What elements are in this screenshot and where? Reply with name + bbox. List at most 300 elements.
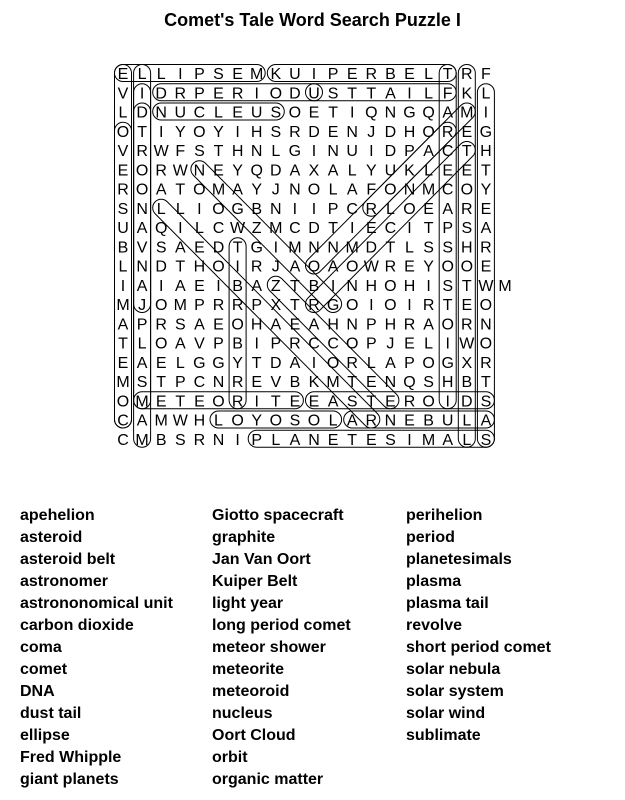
grid-letter[interactable]: H — [231, 143, 244, 160]
grid-letter[interactable]: Q — [250, 162, 263, 180]
grid-letter[interactable]: O — [193, 181, 206, 199]
grid-letter[interactable]: L — [366, 354, 376, 372]
grid-letter[interactable]: C — [327, 335, 339, 353]
grid-letter[interactable]: M — [135, 393, 149, 411]
grid-letter[interactable]: Z — [270, 277, 281, 295]
grid-letter[interactable]: O — [288, 104, 302, 122]
grid-letter[interactable]: Q — [422, 104, 435, 122]
grid-letter[interactable]: M — [173, 297, 187, 314]
grid-letter[interactable]: N — [289, 181, 301, 199]
grid-letter[interactable]: S — [289, 412, 301, 430]
grid-letter[interactable]: R — [155, 162, 167, 180]
grid-letter[interactable]: N — [403, 181, 416, 199]
grid-letter[interactable]: M — [421, 181, 436, 199]
grid-letter[interactable]: E — [289, 316, 301, 334]
grid-letter[interactable]: N — [250, 143, 263, 160]
grid-letter[interactable]: O — [460, 181, 474, 199]
grid-letter[interactable]: Y — [232, 354, 243, 372]
grid-letter[interactable]: H — [327, 316, 339, 334]
grid-letter[interactable]: E — [308, 393, 320, 411]
grid-letter[interactable]: O — [345, 297, 359, 314]
grid-letter[interactable]: E — [117, 162, 129, 180]
grid-letter[interactable]: H — [193, 412, 206, 430]
grid-letter[interactable]: L — [271, 431, 281, 449]
grid-letter[interactable]: C — [212, 220, 225, 237]
grid-letter[interactable]: O — [403, 200, 416, 218]
grid-letter[interactable]: O — [460, 258, 474, 276]
grid-letter[interactable]: G — [479, 123, 493, 141]
grid-letter[interactable]: Y — [365, 162, 377, 180]
grid-letter[interactable]: E — [346, 66, 358, 83]
grid-letter[interactable]: I — [311, 143, 317, 160]
grid-letter[interactable]: R — [422, 297, 435, 314]
grid-letter[interactable]: D — [270, 354, 282, 372]
grid-letter[interactable]: Y — [251, 412, 263, 430]
grid-letter[interactable]: W — [172, 162, 188, 180]
grid-letter[interactable]: I — [483, 104, 489, 122]
grid-letter[interactable]: O — [154, 297, 168, 314]
grid-letter[interactable]: T — [156, 374, 167, 391]
grid-letter[interactable]: I — [349, 104, 355, 122]
grid-letter[interactable]: E — [461, 297, 473, 314]
grid-letter[interactable]: H — [250, 316, 263, 334]
grid-letter[interactable]: C — [117, 431, 129, 449]
grid-letter[interactable]: L — [175, 200, 185, 218]
grid-letter[interactable]: Z — [251, 220, 262, 237]
grid-letter[interactable]: N — [346, 277, 358, 295]
grid-letter[interactable]: E — [213, 162, 224, 180]
grid-letter[interactable]: A — [480, 220, 492, 237]
grid-letter[interactable]: B — [155, 431, 167, 449]
grid-letter[interactable]: A — [289, 431, 301, 449]
grid-letter[interactable]: A — [136, 220, 148, 237]
grid-letter[interactable]: T — [118, 335, 128, 353]
grid-letter[interactable]: D — [384, 123, 397, 141]
grid-letter[interactable]: K — [270, 66, 282, 83]
grid-letter[interactable]: M — [250, 66, 264, 83]
grid-letter[interactable]: N — [346, 316, 358, 334]
grid-letter[interactable]: T — [175, 258, 186, 276]
grid-letter[interactable]: N — [327, 239, 339, 257]
grid-letter[interactable]: R — [231, 393, 244, 411]
grid-letter[interactable]: S — [442, 239, 454, 257]
grid-letter[interactable]: M — [288, 239, 302, 257]
grid-letter[interactable]: J — [138, 297, 147, 314]
grid-letter[interactable]: E — [365, 220, 377, 237]
grid-letter[interactable]: O — [116, 393, 130, 411]
grid-letter[interactable]: J — [386, 335, 395, 353]
grid-letter[interactable]: F — [442, 85, 453, 103]
grid-letter[interactable]: N — [193, 162, 206, 180]
grid-letter[interactable]: I — [158, 277, 164, 295]
grid-letter[interactable]: E — [194, 393, 205, 411]
grid-letter[interactable]: E — [461, 162, 473, 180]
grid-letter[interactable]: E — [232, 66, 243, 83]
grid-letter[interactable]: E — [461, 123, 473, 141]
grid-letter[interactable]: I — [254, 85, 259, 103]
grid-letter[interactable]: N — [346, 123, 358, 141]
grid-letter[interactable]: O — [384, 297, 397, 314]
grid-letter[interactable]: I — [311, 200, 317, 218]
grid-letter[interactable]: T — [347, 85, 358, 103]
grid-letter[interactable]: L — [328, 412, 338, 430]
grid-letter[interactable]: C — [193, 374, 206, 391]
grid-letter[interactable]: O — [135, 162, 149, 180]
grid-letter[interactable]: O — [479, 335, 493, 353]
grid-letter[interactable]: A — [289, 258, 301, 276]
grid-letter[interactable]: F — [175, 143, 186, 160]
grid-letter[interactable]: L — [214, 104, 223, 122]
grid-letter[interactable]: O — [422, 393, 435, 411]
grid-letter[interactable]: E — [155, 393, 167, 411]
grid-letter[interactable]: I — [292, 200, 298, 218]
grid-letter[interactable]: R — [441, 123, 454, 141]
grid-letter[interactable]: N — [155, 104, 167, 122]
grid-letter[interactable]: P — [194, 85, 205, 103]
grid-letter[interactable]: R — [480, 239, 492, 257]
grid-letter[interactable]: R — [231, 297, 244, 314]
grid-letter[interactable]: H — [365, 277, 378, 295]
grid-letter[interactable]: A — [289, 162, 301, 180]
grid-letter[interactable]: U — [289, 66, 301, 83]
grid-letter[interactable]: G — [231, 200, 244, 218]
grid-letter[interactable]: X — [270, 297, 282, 314]
grid-letter[interactable]: E — [289, 393, 301, 411]
grid-letter[interactable]: L — [462, 412, 472, 430]
grid-letter[interactable]: U — [384, 162, 397, 180]
grid-letter[interactable]: A — [174, 335, 186, 353]
grid-letter[interactable]: E — [117, 66, 129, 83]
grid-letter[interactable]: D — [212, 239, 225, 257]
grid-letter[interactable]: S — [442, 277, 454, 295]
grid-letter[interactable]: Y — [251, 181, 263, 199]
grid-letter[interactable]: I — [273, 239, 279, 257]
grid-letter[interactable]: W — [478, 277, 494, 295]
grid-letter[interactable]: L — [328, 181, 338, 199]
grid-letter[interactable]: N — [384, 104, 397, 122]
grid-letter[interactable]: R — [212, 297, 225, 314]
grid-letter[interactable]: T — [270, 393, 281, 411]
grid-letter[interactable]: E — [117, 354, 129, 372]
grid-letter[interactable]: O — [307, 258, 321, 276]
grid-letter[interactable]: R — [117, 181, 129, 199]
grid-letter[interactable]: T — [137, 123, 147, 141]
grid-letter[interactable]: N — [270, 200, 282, 218]
grid-letter[interactable]: T — [347, 374, 358, 391]
grid-letter[interactable]: E — [155, 354, 167, 372]
grid-letter[interactable]: Y — [232, 162, 243, 180]
grid-letter[interactable]: R — [174, 85, 187, 103]
grid-letter[interactable]: X — [461, 354, 473, 372]
grid-letter[interactable]: N — [480, 316, 492, 334]
grid-letter[interactable]: I — [349, 220, 355, 237]
grid-letter[interactable]: L — [156, 66, 166, 83]
grid-letter[interactable]: C — [193, 104, 206, 122]
grid-letter[interactable]: R — [403, 393, 416, 411]
grid-letter[interactable]: M — [135, 431, 149, 449]
grid-letter[interactable]: H — [480, 143, 492, 160]
grid-letter[interactable]: Y — [423, 258, 434, 276]
grid-letter[interactable]: J — [271, 181, 280, 199]
grid-letter[interactable]: A — [251, 277, 263, 295]
grid-letter[interactable]: I — [254, 335, 259, 353]
grid-letter[interactable]: E — [480, 258, 492, 276]
grid-letter[interactable]: V — [117, 85, 129, 103]
grid-letter[interactable]: E — [327, 431, 339, 449]
grid-letter[interactable]: R — [461, 316, 473, 334]
grid-letter[interactable]: A — [442, 104, 454, 122]
grid-letter[interactable]: F — [481, 66, 491, 83]
grid-letter[interactable]: D — [136, 104, 148, 122]
grid-letter[interactable]: T — [442, 66, 453, 83]
grid-letter[interactable]: M — [116, 374, 130, 391]
grid-letter[interactable]: G — [288, 143, 302, 160]
grid-letter[interactable]: Q — [365, 104, 378, 122]
grid-letter[interactable]: P — [327, 200, 339, 218]
grid-letter[interactable]: B — [251, 200, 263, 218]
grid-letter[interactable]: P — [251, 297, 263, 314]
grid-letter[interactable]: S — [213, 66, 224, 83]
grid-letter[interactable]: H — [403, 123, 416, 141]
grid-letter[interactable]: L — [481, 85, 491, 103]
grid-letter[interactable]: I — [311, 354, 317, 372]
grid-letter[interactable]: W — [363, 258, 379, 276]
grid-letter[interactable]: I — [369, 143, 374, 160]
grid-letter[interactable]: I — [235, 123, 240, 141]
grid-letter[interactable]: A — [442, 200, 454, 218]
grid-letter[interactable]: L — [424, 85, 434, 103]
grid-letter[interactable]: T — [385, 239, 396, 257]
grid-letter[interactable]: T — [175, 393, 186, 411]
grid-letter[interactable]: H — [461, 239, 473, 257]
grid-letter[interactable]: T — [461, 143, 472, 160]
grid-letter[interactable]: S — [461, 220, 473, 237]
grid-letter[interactable]: A — [289, 354, 301, 372]
grid-letter[interactable]: R — [365, 66, 378, 83]
grid-letter[interactable]: P — [442, 220, 454, 237]
grid-letter[interactable]: C — [117, 412, 129, 430]
grid-letter[interactable]: B — [117, 239, 129, 257]
grid-letter[interactable]: L — [137, 335, 147, 353]
grid-letter[interactable]: V — [194, 335, 205, 353]
grid-letter[interactable]: A — [442, 431, 454, 449]
grid-letter[interactable]: S — [174, 316, 186, 334]
grid-letter[interactable]: B — [385, 66, 396, 83]
grid-letter[interactable]: I — [235, 431, 240, 449]
grid-letter[interactable]: R — [231, 85, 244, 103]
grid-letter[interactable]: H — [193, 258, 206, 276]
grid-letter[interactable]: K — [404, 162, 415, 180]
grid-letter[interactable]: S — [270, 104, 282, 122]
grid-letter[interactable]: L — [118, 104, 128, 122]
grid-letter[interactable]: G — [193, 354, 206, 372]
grid-letter[interactable]: O — [212, 200, 225, 218]
grid-letter[interactable]: W — [172, 412, 188, 430]
grid-letter[interactable]: L — [424, 335, 434, 353]
grid-letter[interactable]: R — [346, 354, 358, 372]
grid-letter[interactable]: R — [231, 374, 244, 391]
grid-letter[interactable]: S — [385, 431, 396, 449]
grid-letter[interactable]: S — [174, 431, 186, 449]
grid-letter[interactable]: R — [461, 200, 473, 218]
grid-letter[interactable]: I — [426, 277, 431, 295]
grid-letter[interactable]: E — [194, 277, 205, 295]
grid-letter[interactable]: D — [308, 220, 320, 237]
grid-letter[interactable]: S — [194, 143, 205, 160]
grid-letter[interactable]: P — [194, 297, 205, 314]
grid-letter[interactable]: V — [136, 239, 148, 257]
grid-letter[interactable]: H — [250, 123, 263, 141]
grid-letter[interactable]: T — [461, 277, 472, 295]
grid-letter[interactable]: O — [212, 258, 225, 276]
grid-letter[interactable]: K — [308, 374, 320, 391]
grid-letter[interactable]: P — [174, 374, 186, 391]
grid-letter[interactable]: T — [175, 181, 186, 199]
grid-letter[interactable]: T — [290, 277, 300, 295]
grid-letter[interactable]: R — [384, 258, 397, 276]
grid-letter[interactable]: I — [407, 297, 412, 314]
grid-letter[interactable]: O — [135, 181, 149, 199]
grid-letter[interactable]: T — [481, 374, 491, 391]
grid-letter[interactable]: G — [250, 239, 263, 257]
grid-letter[interactable]: I — [407, 431, 412, 449]
grid-letter[interactable]: Q — [403, 374, 416, 391]
grid-letter[interactable]: A — [232, 181, 243, 199]
grid-letter[interactable]: R — [365, 412, 378, 430]
grid-letter[interactable]: O — [479, 297, 493, 314]
grid-letter[interactable]: M — [326, 374, 340, 391]
grid-letter[interactable]: A — [480, 412, 492, 430]
grid-letter[interactable]: B — [308, 277, 320, 295]
grid-letter[interactable]: T — [347, 431, 358, 449]
grid-letter[interactable]: A — [136, 412, 148, 430]
grid-letter[interactable]: S — [480, 393, 492, 411]
grid-letter[interactable]: N — [384, 374, 397, 391]
grid-letter[interactable]: V — [270, 374, 282, 391]
grid-letter[interactable]: O — [422, 123, 435, 141]
grid-letter[interactable]: B — [289, 374, 301, 391]
grid-letter[interactable]: P — [251, 431, 263, 449]
grid-letter[interactable]: Y — [213, 123, 224, 141]
grid-letter[interactable]: N — [308, 239, 320, 257]
grid-letter[interactable]: E — [385, 393, 396, 411]
grid-letter[interactable]: W — [459, 335, 475, 353]
grid-letter[interactable]: R — [480, 354, 492, 372]
grid-letter[interactable]: A — [385, 85, 396, 103]
grid-letter[interactable]: E — [194, 239, 205, 257]
grid-letter[interactable]: B — [423, 412, 434, 430]
grid-letter[interactable]: T — [251, 354, 262, 372]
grid-letter[interactable]: M — [345, 239, 359, 257]
grid-letter[interactable]: L — [424, 162, 434, 180]
grid-letter[interactable]: M — [460, 104, 474, 122]
grid-letter[interactable]: O — [116, 123, 130, 141]
grid-letter[interactable]: M — [211, 181, 226, 199]
grid-letter[interactable]: S — [346, 393, 358, 411]
grid-letter[interactable]: I — [407, 220, 412, 237]
grid-letter[interactable]: F — [366, 181, 377, 199]
grid-letter[interactable]: E — [404, 412, 415, 430]
grid-letter[interactable]: U — [174, 104, 187, 122]
grid-letter[interactable]: T — [213, 143, 224, 160]
grid-letter[interactable]: E — [232, 104, 243, 122]
grid-letter[interactable]: A — [174, 277, 186, 295]
grid-letter[interactable]: I — [445, 393, 450, 411]
grid-letter[interactable]: O — [384, 181, 397, 199]
grid-letter[interactable]: P — [213, 335, 224, 353]
grid-letter[interactable]: G — [441, 354, 454, 372]
grid-letter[interactable]: E — [365, 431, 377, 449]
grid-letter[interactable]: T — [232, 239, 243, 257]
grid-letter[interactable]: C — [441, 181, 454, 199]
grid-letter[interactable]: A — [174, 239, 186, 257]
grid-letter[interactable]: A — [270, 316, 282, 334]
grid-letter[interactable]: M — [421, 431, 436, 449]
grid-letter[interactable]: L — [175, 354, 185, 372]
grid-letter[interactable]: O — [193, 123, 206, 141]
grid-letter[interactable]: S — [327, 85, 339, 103]
grid-letter[interactable]: C — [289, 220, 301, 237]
grid-letter[interactable]: T — [423, 220, 434, 237]
grid-letter[interactable]: L — [462, 431, 472, 449]
grid-letter[interactable]: E — [213, 316, 224, 334]
grid-letter[interactable]: E — [327, 123, 339, 141]
grid-letter[interactable]: I — [235, 258, 240, 276]
grid-letter[interactable]: O — [307, 181, 321, 199]
grid-letter[interactable]: L — [137, 66, 147, 83]
grid-letter[interactable]: G — [212, 354, 225, 372]
grid-letter[interactable]: A — [117, 316, 129, 334]
grid-letter[interactable]: O — [269, 85, 283, 103]
grid-letter[interactable]: M — [154, 412, 168, 430]
grid-letter[interactable]: E — [365, 374, 377, 391]
grid-letter[interactable]: T — [328, 104, 338, 122]
grid-letter[interactable]: L — [405, 239, 414, 257]
grid-letter[interactable]: A — [327, 393, 339, 411]
grid-letter[interactable]: N — [327, 143, 339, 160]
grid-letter[interactable]: R — [403, 316, 416, 334]
grid-letter[interactable]: P — [404, 143, 415, 160]
grid-letter[interactable]: Y — [480, 181, 492, 199]
grid-letter[interactable]: S — [480, 431, 492, 449]
grid-letter[interactable]: B — [232, 335, 243, 353]
grid-letter[interactable]: U — [250, 104, 263, 122]
grid-letter[interactable]: B — [461, 374, 473, 391]
grid-letter[interactable]: D — [365, 239, 378, 257]
grid-letter[interactable]: A — [308, 316, 320, 334]
grid-letter[interactable]: I — [254, 393, 259, 411]
grid-letter[interactable]: M — [498, 277, 512, 295]
grid-letter[interactable]: E — [480, 200, 492, 218]
grid-letter[interactable]: L — [424, 66, 434, 83]
grid-letter[interactable]: R — [193, 431, 206, 449]
grid-letter[interactable]: W — [153, 143, 169, 160]
grid-letter[interactable]: S — [136, 374, 148, 391]
grid-letter[interactable]: C — [346, 200, 358, 218]
grid-letter[interactable]: O — [212, 393, 225, 411]
grid-letter[interactable]: P — [365, 335, 377, 353]
grid-letter[interactable]: C — [441, 143, 454, 160]
grid-letter[interactable]: W — [230, 220, 246, 237]
grid-letter[interactable]: R — [155, 316, 167, 334]
grid-letter[interactable]: U — [441, 412, 454, 430]
grid-letter[interactable]: S — [423, 374, 434, 391]
grid-letter[interactable]: D — [384, 143, 397, 160]
grid-letter[interactable]: R — [308, 297, 320, 314]
grid-letter[interactable]: P — [136, 316, 148, 334]
grid-letter[interactable]: E — [404, 258, 415, 276]
grid-letter[interactable]: E — [308, 104, 320, 122]
